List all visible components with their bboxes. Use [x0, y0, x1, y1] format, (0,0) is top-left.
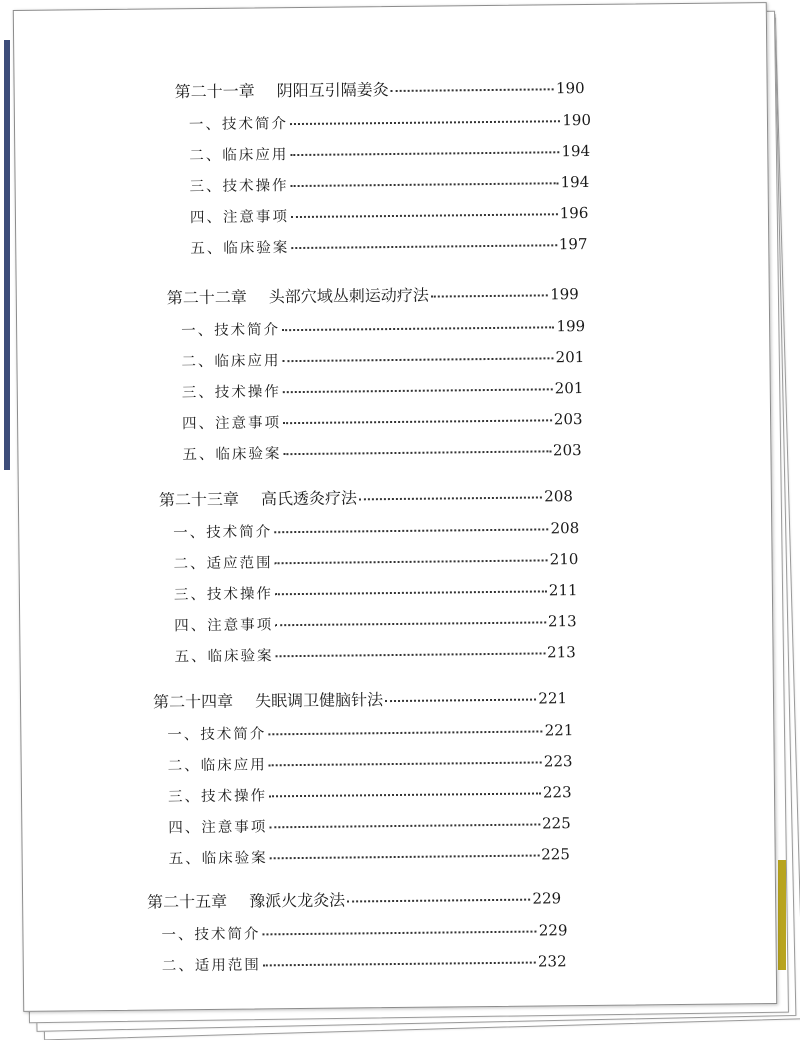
- section-entry[interactable]: [168, 812, 571, 837]
- chapter-number: 第二十二章: [166, 287, 247, 308]
- section-entry[interactable]: [189, 140, 590, 165]
- leader-dots: [291, 244, 557, 249]
- section-entry[interactable]: [190, 171, 590, 196]
- chapter-entry[interactable]: [159, 483, 573, 510]
- section-entry[interactable]: [173, 548, 578, 573]
- section-entry[interactable]: [182, 377, 584, 402]
- chapter-heading: [153, 687, 383, 712]
- page-number: 196: [559, 203, 589, 223]
- section-entry[interactable]: [181, 346, 584, 371]
- chapter-number: 第二十四章: [152, 691, 234, 712]
- page-number: 203: [552, 441, 582, 460]
- page-number: 199: [556, 316, 586, 336]
- page-number: 208: [544, 487, 573, 506]
- section-label: 五、临床验案: [174, 648, 274, 666]
- section-label: 三、技术操作: [173, 586, 273, 604]
- page-number: 213: [546, 643, 576, 662]
- page-number: 208: [550, 519, 580, 538]
- section-label: 四、注意事项: [189, 209, 290, 227]
- chapter-title: 阴阳互引隔姜灸: [276, 80, 389, 101]
- leader-dots: [283, 419, 552, 424]
- section-entry[interactable]: [174, 610, 577, 635]
- section-entry[interactable]: [162, 950, 567, 975]
- chapter-entry[interactable]: [175, 75, 585, 102]
- leader-dots: [275, 559, 548, 564]
- section-entry[interactable]: [189, 109, 591, 134]
- page-number: 229: [538, 921, 568, 940]
- page-number: 221: [544, 721, 574, 740]
- page-number: 225: [541, 814, 571, 833]
- section-label: 一、技术简介: [181, 322, 281, 340]
- page-number: 199: [550, 285, 579, 304]
- toc-page: [13, 2, 777, 1012]
- leader-dots: [282, 326, 554, 331]
- page-number: 203: [553, 410, 583, 429]
- leader-dots: [276, 652, 546, 657]
- book-edge-blue: [4, 40, 10, 470]
- leader-dots: [274, 528, 548, 533]
- page-number: 197: [558, 234, 588, 254]
- section-label: 五、临床验案: [168, 850, 268, 868]
- section-entry[interactable]: [182, 408, 583, 433]
- leader-dots: [291, 182, 559, 187]
- leader-dots: [263, 962, 536, 967]
- section-label: 二、临床应用: [167, 757, 267, 775]
- chapter-number: 第二十五章: [147, 891, 228, 912]
- section-entry[interactable]: [190, 233, 587, 258]
- leader-dots: [269, 823, 540, 828]
- page-number: 223: [542, 783, 572, 802]
- page-number: 210: [549, 550, 579, 569]
- chapter-number: 第二十三章: [158, 489, 240, 510]
- table-of-contents: [14, 3, 776, 1011]
- chapter-heading: [175, 77, 389, 102]
- page-number: 229: [532, 889, 562, 908]
- leader-dots: [262, 931, 536, 936]
- chapter-title: 失眠调卫健脑针法: [254, 690, 384, 711]
- chapter-entry[interactable]: [167, 281, 579, 308]
- leader-dots: [270, 855, 540, 860]
- leader-dots: [269, 761, 542, 766]
- leader-dots: [268, 730, 542, 735]
- leader-dots: [385, 699, 536, 703]
- chapter-title: 高氏透灸疗法: [260, 488, 358, 509]
- leader-dots: [347, 899, 530, 903]
- page-number: 190: [562, 110, 592, 130]
- page-number: 221: [538, 689, 568, 708]
- chapter-heading: [147, 888, 345, 913]
- page-number: 232: [537, 952, 567, 971]
- page-number: 223: [543, 752, 573, 771]
- section-label: 一、技术简介: [173, 524, 273, 542]
- leader-dots: [282, 357, 553, 362]
- section-entry[interactable]: [174, 641, 575, 666]
- section-entry[interactable]: [174, 579, 578, 604]
- book-edge-yellow: [778, 860, 786, 970]
- leader-dots: [431, 294, 548, 297]
- page-number: 194: [560, 172, 590, 192]
- section-label: 五、临床验案: [190, 240, 290, 258]
- section-label: 一、技术简介: [161, 926, 261, 944]
- section-entry[interactable]: [190, 202, 589, 227]
- page-number: 225: [541, 845, 570, 864]
- chapter-title: 豫派火龙灸法: [249, 890, 346, 911]
- section-label: 二、临床应用: [189, 147, 289, 165]
- section-label: 五、临床验案: [182, 446, 282, 464]
- section-entry[interactable]: [161, 919, 567, 944]
- section-entry[interactable]: [167, 719, 573, 744]
- section-entry[interactable]: [173, 517, 579, 542]
- leader-dots: [269, 792, 541, 797]
- chapter-title: 头部穴域丛刺运动疗法: [268, 285, 429, 307]
- page-number: 201: [554, 379, 584, 398]
- section-entry[interactable]: [168, 781, 572, 806]
- chapter-entry[interactable]: [153, 685, 567, 712]
- leader-dots: [283, 388, 553, 393]
- section-label: 三、技术操作: [189, 178, 289, 196]
- section-entry[interactable]: [168, 750, 573, 775]
- leader-dots: [391, 88, 554, 92]
- leader-dots: [275, 621, 546, 626]
- section-label: 二、临床应用: [181, 353, 281, 371]
- chapter-heading: [167, 283, 429, 309]
- section-label: 三、技术操作: [167, 788, 268, 806]
- leader-dots: [291, 213, 558, 218]
- page-number: 213: [547, 612, 577, 631]
- section-label: 二、适应范围: [173, 555, 273, 573]
- leader-dots: [283, 450, 551, 455]
- chapter-number: 第二十一章: [174, 81, 255, 102]
- chapter-entry[interactable]: [147, 885, 561, 912]
- section-entry[interactable]: [182, 439, 581, 464]
- page-number: 201: [555, 348, 585, 367]
- leader-dots: [275, 590, 547, 595]
- section-label: 四、注意事项: [174, 617, 274, 635]
- section-label: 一、技术简介: [167, 726, 267, 744]
- section-entry[interactable]: [169, 843, 570, 868]
- leader-dots: [290, 151, 559, 156]
- page-number: 194: [561, 141, 591, 161]
- page-number: 190: [555, 78, 585, 98]
- section-entry[interactable]: [181, 315, 585, 340]
- section-label: 二、适用范围: [161, 957, 261, 975]
- section-label: 三、技术操作: [181, 384, 281, 402]
- leader-dots: [290, 120, 560, 125]
- section-label: 一、技术简介: [188, 116, 289, 134]
- page-number: 211: [548, 581, 578, 600]
- chapter-heading: [159, 485, 357, 510]
- leader-dots: [359, 496, 542, 500]
- section-label: 四、注意事项: [168, 819, 268, 837]
- section-label: 四、注意事项: [182, 415, 282, 433]
